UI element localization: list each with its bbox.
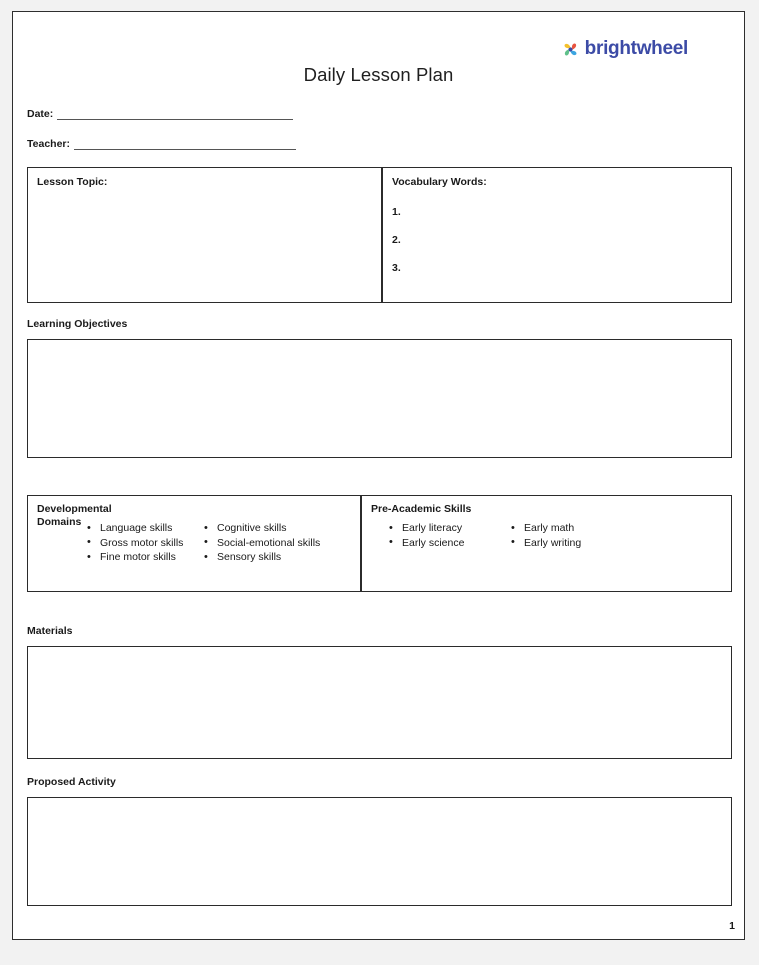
materials-label: Materials [27, 625, 73, 637]
vocabulary-label: Vocabulary Words: [392, 176, 487, 188]
developmental-domains-box[interactable] [27, 495, 361, 592]
brightwheel-pinwheel-icon [562, 41, 579, 58]
developmental-domains-column-2 [203, 521, 328, 565]
list-item: • Early writing [510, 536, 650, 551]
proposed-activity-label: Proposed Activity [27, 776, 116, 788]
page-title: Daily Lesson Plan [303, 64, 454, 85]
proposed-activity-box[interactable] [27, 797, 732, 906]
list-item: • Gross motor skills [86, 536, 191, 551]
list-item: • Early literacy [388, 521, 528, 536]
teacher-field[interactable] [27, 138, 296, 150]
lesson-topic-box[interactable] [27, 167, 382, 303]
teacher-input[interactable] [74, 138, 296, 150]
vocabulary-box[interactable] [382, 167, 732, 303]
list-item: • Language skills [86, 521, 191, 536]
vocabulary-item-1[interactable]: 1. [392, 206, 401, 218]
learning-objectives-label: Learning Objectives [27, 318, 128, 330]
brand-name: brightwheel [584, 38, 688, 59]
brightwheel-logo [562, 38, 688, 60]
lesson-plan-sheet [12, 11, 745, 940]
teacher-label: Teacher: [27, 138, 70, 150]
date-field[interactable] [27, 108, 293, 120]
pre-academic-skills-box[interactable] [361, 495, 732, 592]
list-item: • Early science [388, 536, 528, 551]
lesson-topic-label: Lesson Topic: [37, 176, 108, 188]
pre-academic-skills-column-1 [388, 521, 528, 550]
developmental-domains-column-1 [86, 521, 191, 565]
list-item: • Cognitive skills [203, 521, 328, 536]
developmental-domains-label: Developmental Domains [37, 503, 112, 528]
materials-box[interactable] [27, 646, 732, 759]
list-item: • Fine motor skills [86, 550, 191, 565]
pre-academic-skills-column-2 [510, 521, 650, 550]
vocabulary-item-2[interactable]: 2. [392, 234, 401, 246]
list-item: • Early math [510, 521, 650, 536]
date-label: Date: [27, 108, 54, 120]
page-number: 1 [729, 920, 735, 932]
list-item: • Social-emotional skills [203, 536, 328, 551]
learning-objectives-box[interactable] [27, 339, 732, 458]
date-input[interactable] [57, 108, 293, 120]
pre-academic-skills-label: Pre-Academic Skills [371, 503, 472, 515]
vocabulary-item-3[interactable]: 3. [392, 262, 401, 274]
list-item: • Sensory skills [203, 550, 328, 565]
